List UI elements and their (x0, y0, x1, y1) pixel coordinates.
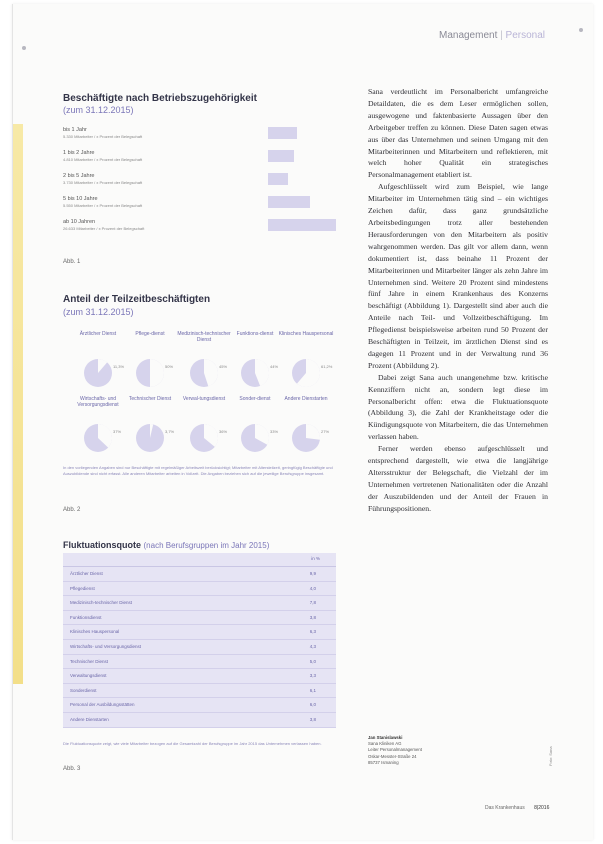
pie-value: 33% (270, 429, 279, 434)
pie-value: 44% (270, 364, 279, 369)
author-box (368, 735, 422, 766)
table-cell-value: 6,0 (309, 702, 316, 708)
table-cell-value: 4,0 (309, 585, 316, 591)
pie-value: 61,2% (321, 364, 333, 369)
body-paragraph: Dabei zeigt Sana auch unangenehme bzw. kritische Kennziffern nicht an, sondern legt diese im Personalbericht offen: etwa die Fluktuationsquote (Abbildung 3), die Zahl der Krankheitstage oder die Kündigungsquote von Mitarbeitern, die das Unternehmen verlassen haben. (368, 372, 548, 442)
age-row-label: 5 bis 10 Jahre (63, 196, 98, 202)
age-row (63, 150, 293, 162)
pie-chart (240, 358, 270, 388)
table-row (63, 625, 336, 640)
table-cell-name: Sonderdienst (70, 687, 97, 693)
pie-value: 3,7% (165, 429, 175, 434)
pie-label: Andere Dienstarten (284, 396, 328, 402)
pie-chart (83, 423, 113, 453)
pie-label: Technischer Dienst (128, 396, 172, 402)
photo-credit-text: Foto: Sana (548, 746, 553, 766)
table-cell-value: 6,1 (309, 687, 316, 693)
fluktuation-table (63, 553, 336, 728)
table-row (63, 596, 336, 611)
age-row-note: 4.810 Mitarbeiter / x Prozent der Belegschaft (63, 157, 143, 162)
fig3-title-line (63, 540, 269, 550)
table-cell-name: Technischer Dienst (70, 658, 109, 664)
table-row (63, 684, 336, 699)
pie-label: Sonder-dienst (239, 396, 271, 402)
table-cell-value: 3,3 (309, 673, 316, 679)
body-paragraph: Sana verdeutlicht im Personalbericht umfangreiche Detaildaten, die es dem Leser ermöglichen sollen, ausgewogene und faktenbasierte Aussagen über den Arbeitgeber treffen zu können. Diese Daten sagen etwas aus über das Unternehmen und seinen Umgang mit den Mitarbeiterinnen und Mitarbeitern und reflektieren, mit welch hoher Qualität ein strategisches Personalmanagement etabliert ist. (368, 87, 548, 180)
table-cell-name: Medizinisch-technischer Dienst (70, 600, 133, 606)
pie-label: Wirtschafts- und Versorgungsdienst (77, 396, 119, 408)
age-row-label: bis 1 Jahr (63, 127, 87, 133)
footer-magazine: Das Krankenhaus (485, 805, 525, 811)
pie-chart (240, 423, 270, 453)
fig3-title: Fluktuationsquote (63, 540, 141, 550)
punch-hole (579, 28, 583, 32)
pie-slice (306, 424, 320, 440)
table-cell-value: 5,0 (309, 658, 316, 664)
pie-label: Ärztlicher Dienst (79, 331, 117, 337)
table-row (63, 640, 336, 655)
table-cell-value: 3,8 (309, 716, 316, 722)
pie-label: Verwal-tungsdienst (182, 396, 226, 402)
pie-chart (291, 423, 321, 453)
fig2-subtitle: (zum 31.12.2015) (63, 307, 134, 317)
pie-value: 37% (113, 429, 122, 434)
age-row (63, 173, 293, 185)
pie-chart (135, 358, 165, 388)
table-cell-name: Andere Dienstarten (70, 716, 109, 722)
table-cell-name: Klinisches Hauspersonal (70, 629, 120, 635)
table-cell-name: Verwaltungsdienst (70, 673, 107, 679)
pie-chart (189, 358, 219, 388)
pie-value: 11,3% (113, 364, 125, 369)
pie-value: 50% (165, 364, 174, 369)
fig2-caption: Abb. 2 (63, 507, 81, 513)
table-cell-name: Ärztlicher Dienst (70, 571, 103, 576)
header-section: Management (438, 30, 498, 41)
table-cell-name: Funktionsdienst (70, 614, 102, 620)
table-header-col: in % (311, 556, 320, 561)
age-row (63, 196, 293, 208)
pie-value: 45% (219, 364, 228, 369)
running-header (439, 30, 545, 41)
age-row-note: 26.633 Mitarbeiter / x Prozent der Belegschaft (63, 226, 145, 231)
age-row-label: ab 10 Jahren (63, 219, 96, 225)
age-row-note: 5.330 Mitarbeiter / x Prozent der Belegschaft (63, 134, 143, 139)
fig3-footnote: Die Fluktuationsquote zeigt, wie viele Mitarbeiter bezogen auf die Gesamtzahl der Berufsgruppe im Jahr 2015 das Unternehmen verlassen haben. (63, 741, 322, 746)
article-body (368, 86, 548, 515)
author-line: Sana Kliniken AG (368, 741, 402, 747)
table-row (63, 582, 336, 597)
punch-hole (22, 46, 26, 50)
table-cell-name: Personal der Ausbildungsstätten (70, 702, 135, 708)
table-header (63, 553, 336, 567)
age-row-bar (268, 219, 336, 231)
pie-label: Pflege-dienst (135, 331, 165, 337)
table-row (63, 669, 336, 684)
photo-credit (547, 728, 555, 766)
body-paragraph: Ferner werden ebenso aufgeschlüsselt und entsprechend dargestellt, wie etwa die langjährige Altersstruktur der Belegschaft, die Vielzahl der im Unternehmen vertretenen Nationalitäten oder die Anzahl der Auszubildenden und der Anteil der Frauen in Führungspositionen. (368, 444, 548, 513)
pie-chart (291, 358, 321, 388)
fig1-title: Beschäftigte nach Betriebszugehörigkeit (63, 93, 257, 104)
table-row (63, 655, 336, 670)
age-row-bar (268, 173, 288, 185)
table-row (63, 567, 336, 582)
table-cell-value: 3,8 (309, 614, 316, 620)
footer-page-number: 8|2016 (534, 805, 550, 811)
table-cell-name: Wirtschafts- und Versorgungsdienst (70, 643, 142, 649)
pie-label: Medizinisch-technischer Dienst (177, 331, 231, 343)
author-name: Jan Stanislawski (368, 735, 403, 740)
age-row-bar (268, 196, 310, 208)
age-row (63, 219, 293, 231)
header-sub: Personal (505, 30, 545, 41)
author-line: Oskar-Messter-Straße 24 (368, 753, 417, 759)
author-details (368, 741, 422, 766)
author-line: Leiter Personalmanagement (368, 747, 422, 753)
age-row-bar (268, 127, 297, 139)
age-row-note: 3.730 Mitarbeiter / x Prozent der Belegschaft (63, 180, 143, 185)
pie-chart (189, 423, 219, 453)
table-cell-value: 6,3 (309, 629, 316, 635)
pie-label: Funktions-dienst (236, 331, 274, 337)
fig1-subtitle: (zum 31.12.2015) (63, 105, 134, 115)
header-separator: | (500, 30, 503, 41)
pie-slice (150, 359, 164, 387)
author-line: 85737 Ismaning (368, 759, 399, 765)
page-footer (485, 805, 549, 811)
fig2-title: Anteil der Teilzeitbeschäftigten (63, 294, 211, 305)
fig1-caption: Abb. 1 (63, 259, 81, 265)
age-row-note: 5.550 Mitarbeiter / x Prozent der Belegschaft (63, 203, 143, 208)
fig3-subtitle: (nach Berufsgruppen im Jahr 2015) (143, 541, 270, 550)
age-row-label: 1 bis 2 Jahre (63, 150, 95, 156)
table-cell-value: 9,9 (309, 571, 316, 576)
table-body (63, 567, 336, 728)
pie-value: 27% (321, 429, 330, 434)
table-cell-value: 4,3 (309, 643, 316, 649)
table-cell-value: 7,8 (309, 600, 316, 606)
table-row (63, 698, 336, 713)
fig2-footnote: In den vorliegenden Angaben sind nur Beschäftigte mit regelmäßiger Arbeitszeit berücksichtigt; Mitarbeiter mit Altersteilzeit, geringfügig Beschäftigte und Auszubildende sind nicht erfasst. Alle anderen Mitarbeiter arbeiten in Vollzeit. Die Angaben beziehen sich auf die jeweilige Berufsgruppe insgesamt. (63, 465, 333, 476)
age-row-label: 2 bis 5 Jahre (63, 173, 95, 179)
fig3-caption: Abb. 3 (63, 766, 81, 772)
pie-chart (135, 423, 165, 453)
margin-highlight (13, 124, 23, 684)
pie-label: Klinisches Hauspersonal (278, 331, 334, 337)
body-paragraph: Aufgeschlüsselt wird zum Beispiel, wie lange Mitarbeiter im Unternehmen tätig sind – ein wichtiges Zeichen dafür, dass ganz grundsätzliche Arbeitsbedingungen trotz aller bestehenden Herausforderungen von den Mitarbeitern als positiv wahrgenommen werden. Das gilt vor allem dann, wenn dokumentiert ist, dass beinahe 11 Prozent der Mitarbeiterinnen und Mitarbeiter länger als zehn Jahre im Unternehmen sind. Weitere 20 Prozent sind mindestens fünf Jahre in einem Krankenhaus des Konzerns beschäftigt (Abbildung 1). Dargestellt sind aber auch die Anteile nach Teil- und Vollzeitbeschäftigung. Im Pflegedienst beispielsweise arbeiten rund 50 Prozent der Beschäftigten in Teilzeit, im ärztlichen Dienst sind es dagegen 11 Prozent und in der Verwaltung rund 36 Prozent (Abbildung 2). (368, 182, 548, 370)
table-row (63, 713, 336, 728)
table-row (63, 611, 336, 626)
pie-value: 36% (219, 429, 228, 434)
table-cell-name: Pflegedienst (70, 585, 95, 591)
pie-chart (83, 358, 113, 388)
age-row-bar (268, 150, 294, 162)
age-row (63, 127, 293, 139)
